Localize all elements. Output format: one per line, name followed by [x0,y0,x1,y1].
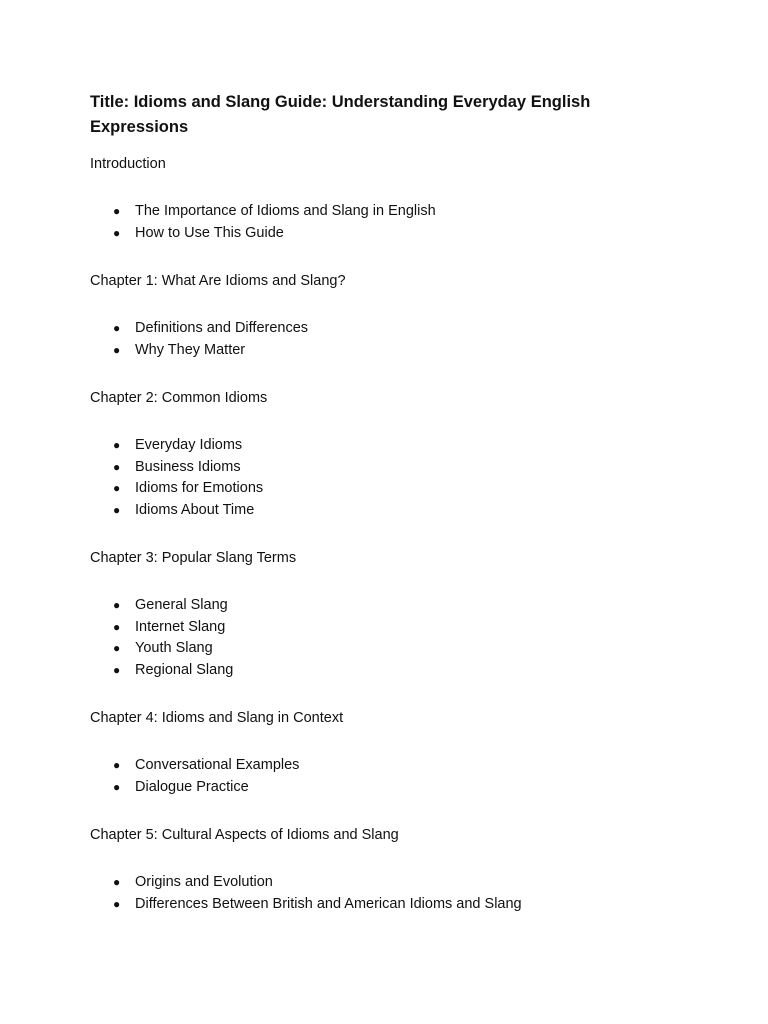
section-chapter-4 [90,708,650,798]
list-item-text: The Importance of Idioms and Slang in English [135,203,436,219]
bullet-list [90,318,650,361]
section-heading: Chapter 1: What Are Idioms and Slang? [90,273,346,289]
bullet-icon: ● [113,662,121,677]
bullet-icon: ● [113,204,121,218]
bullet-icon: ● [113,321,121,335]
section-heading: Chapter 4: Idioms and Slang in Context [90,710,344,726]
bullet-icon: ● [113,502,121,517]
list-item-text: Why They Matter [135,341,246,358]
list-item-text: Business Idioms [135,458,241,475]
section-heading: Chapter 3: Popular Slang Terms [90,550,297,566]
list-item-text: Internet Slang [135,618,226,635]
section-heading: Chapter 5: Cultural Aspects of Idioms and Slang [90,827,399,843]
list-item [90,201,650,223]
list-item-text: Everyday Idioms [135,437,243,453]
document-title: Title: Idioms and Slang Guide: Understanding Everyday English Expressions [90,93,591,136]
bullet-icon: ● [113,779,121,794]
bullet-icon: ● [113,225,121,240]
list-item [90,617,650,639]
section-heading: Introduction [90,156,166,172]
list-item [90,638,650,660]
list-item-text: Idioms for Emotions [135,480,264,496]
bullet-icon: ● [113,459,121,474]
list-item [90,457,650,479]
list-item-text: Differences Between British and American Idioms and Slang [135,895,522,912]
section-chapter-5 [90,825,650,915]
list-item-text: Origins and Evolution [135,874,273,890]
bullet-icon: ● [113,758,121,772]
section-heading: Chapter 2: Common Idioms [90,390,268,406]
list-item [90,595,650,617]
list-item [90,478,650,500]
section-chapter-2 [90,388,650,521]
section-introduction [90,154,650,244]
list-item-text: Definitions and Differences [135,320,309,336]
bullet-icon: ● [113,619,121,634]
list-item-text: General Slang [135,597,228,613]
list-item-text: Conversational Examples [135,757,300,773]
bullet-list [90,872,650,915]
list-item [90,340,650,362]
list-item-text: Regional Slang [135,661,234,678]
bullet-icon: ● [113,598,121,612]
list-item-text: Idioms About Time [135,501,255,518]
section-chapter-1 [90,271,650,361]
bullet-icon: ● [113,641,121,655]
list-item [90,777,650,799]
list-item [90,223,650,245]
bullet-icon: ● [113,342,121,357]
list-item [90,755,650,777]
document-page [90,90,650,915]
list-item [90,435,650,457]
bullet-icon: ● [113,896,121,911]
bullet-list [90,435,650,521]
bullet-list [90,755,650,798]
section-chapter-3 [90,548,650,681]
bullet-icon: ● [113,875,121,889]
list-item [90,500,650,522]
list-item [90,318,650,340]
list-item-text: Dialogue Practice [135,778,249,795]
list-item [90,872,650,894]
list-item-text: Youth Slang [135,640,213,656]
list-item [90,894,650,916]
list-item-text: How to Use This Guide [135,224,284,241]
bullet-icon: ● [113,481,121,495]
bullet-list [90,201,650,244]
bullet-list [90,595,650,681]
list-item [90,660,650,682]
bullet-icon: ● [113,438,121,452]
